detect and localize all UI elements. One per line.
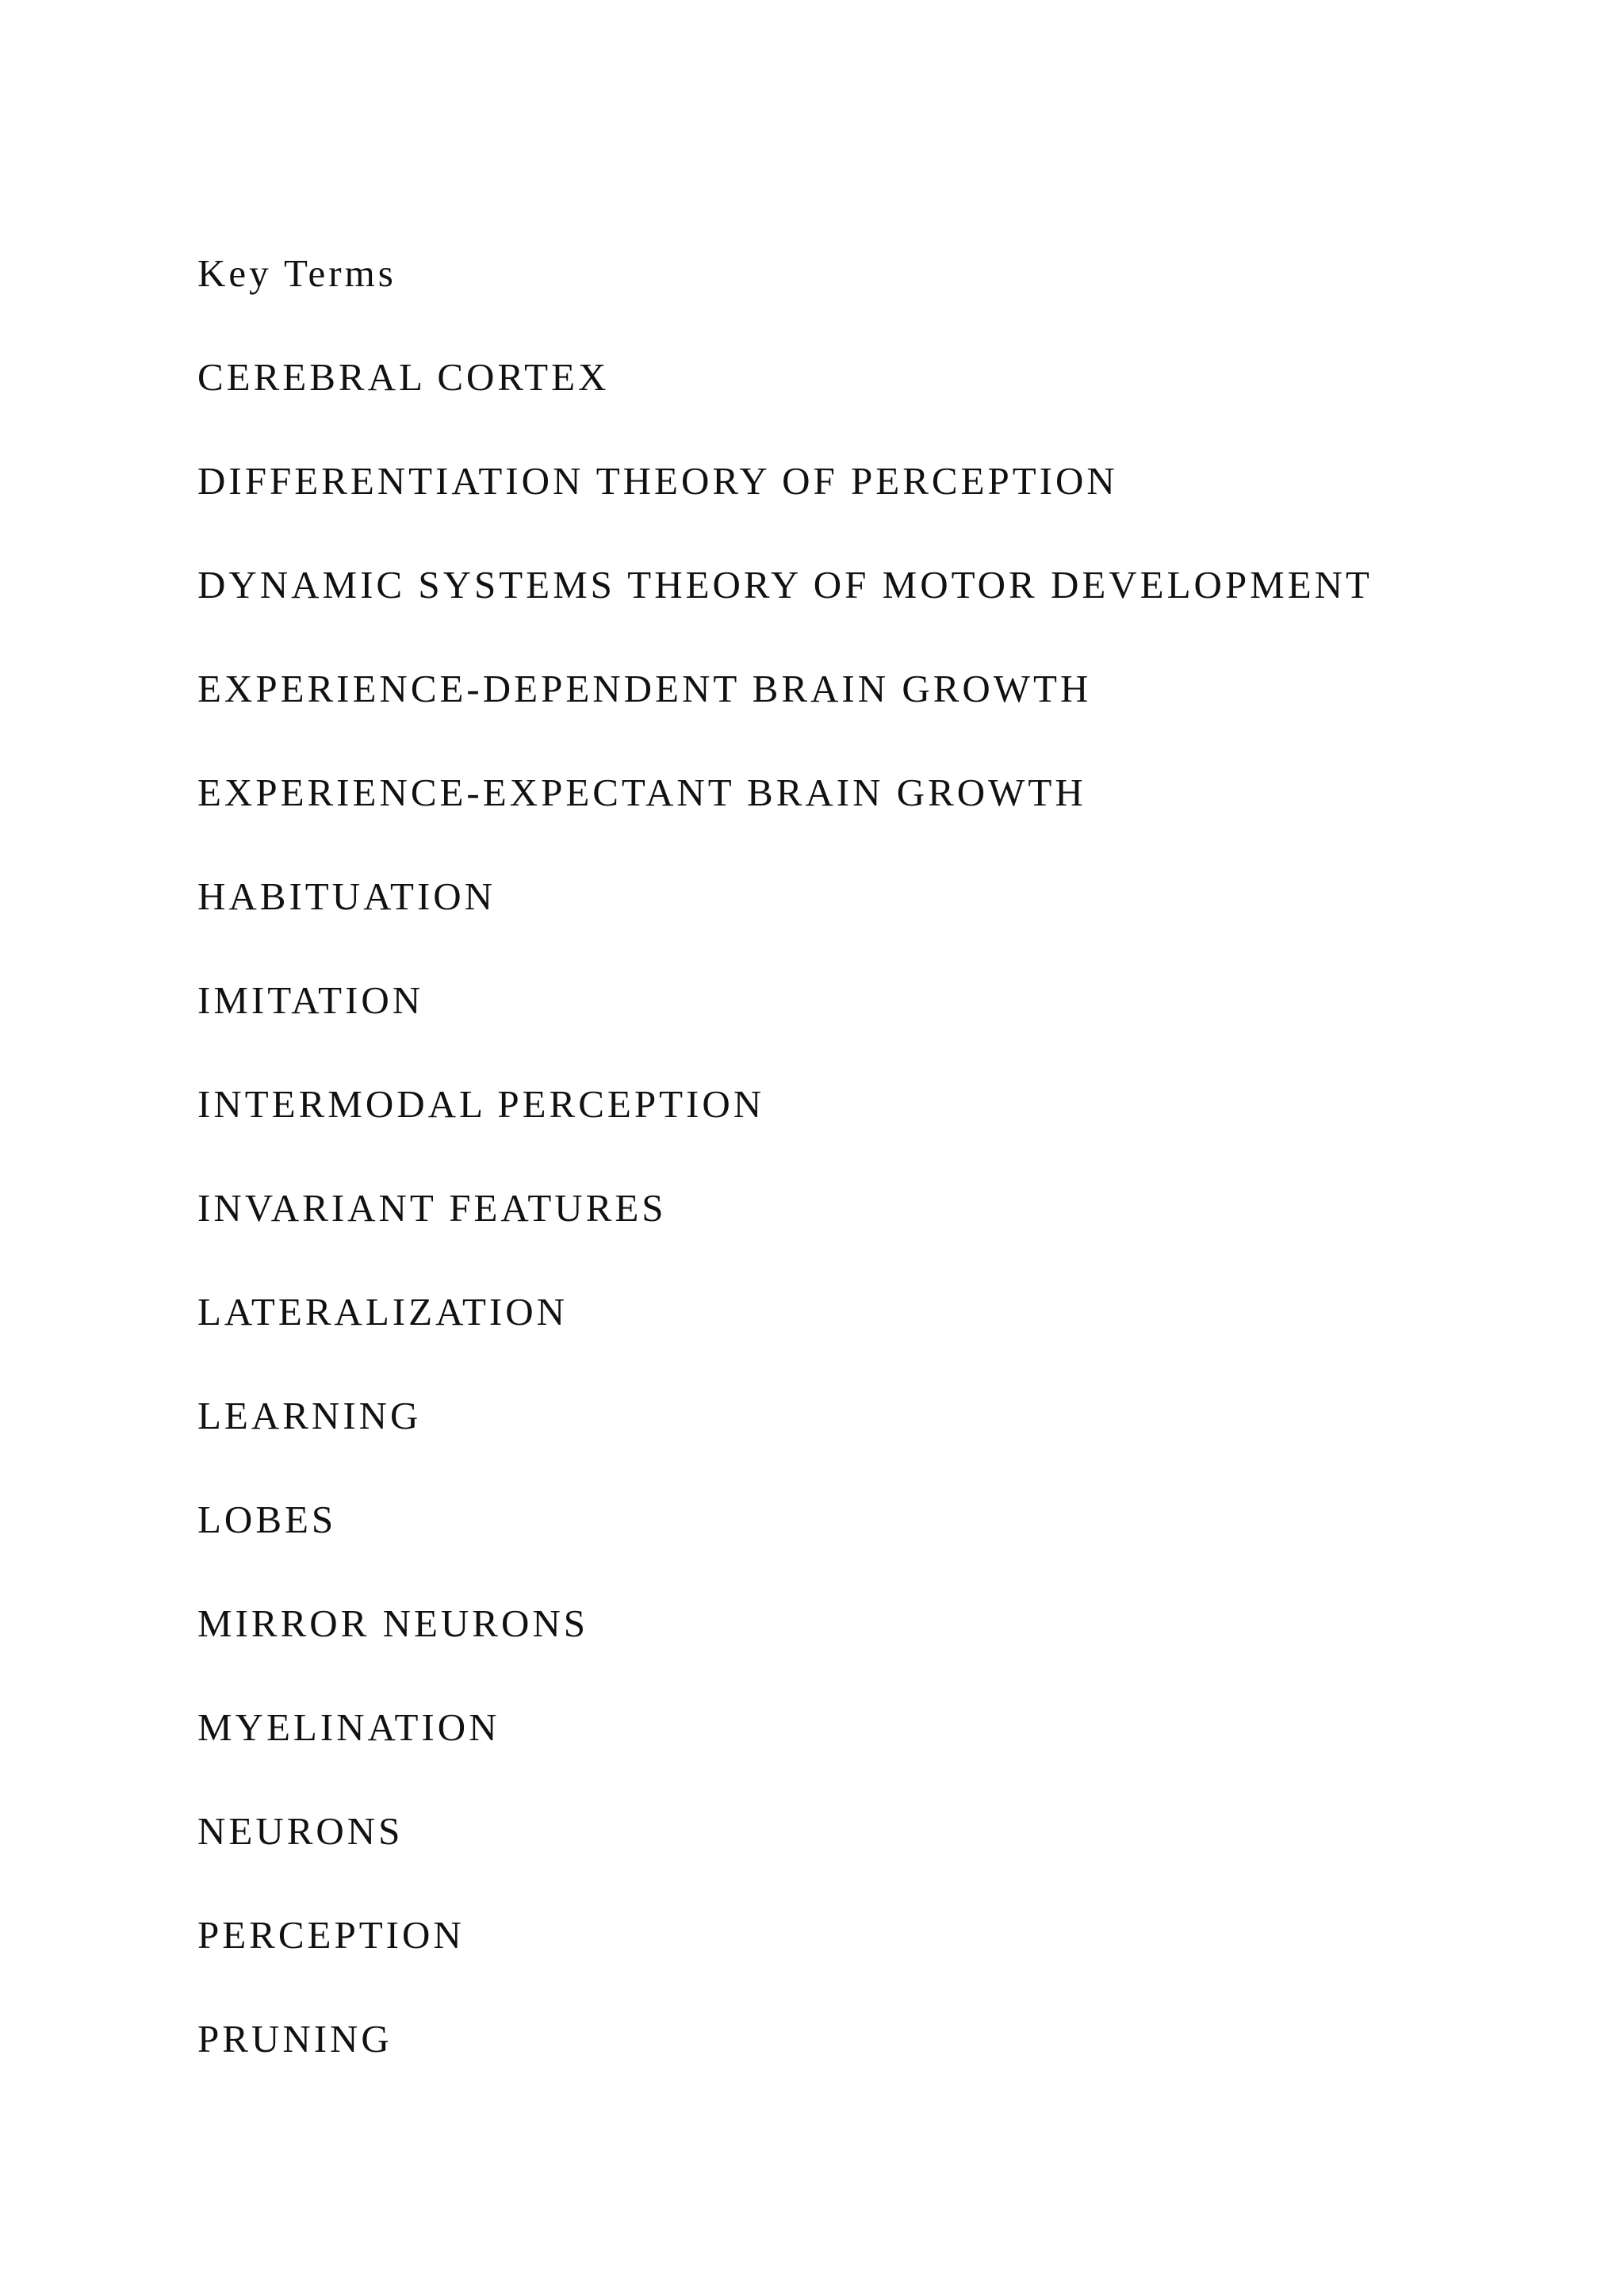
term-intermodal-perception: INTERMODAL PERCEPTION <box>197 1082 765 1126</box>
term-perception: PERCEPTION <box>197 1913 465 1957</box>
term-lateralization: LATERALIZATION <box>197 1290 568 1334</box>
term-lobes: LOBES <box>197 1498 337 1541</box>
term-myelination: MYELINATION <box>197 1705 500 1749</box>
key-terms-heading: Key Terms <box>197 251 396 295</box>
term-habituation: HABITUATION <box>197 874 496 918</box>
term-dynamic-systems-theory: DYNAMIC SYSTEMS THEORY OF MOTOR DEVELOPMENT <box>197 563 1373 607</box>
term-imitation: IMITATION <box>197 978 424 1022</box>
term-experience-dependent-brain-growth: EXPERIENCE-DEPENDENT BRAIN GROWTH <box>197 667 1092 710</box>
term-cerebral-cortex: CEREBRAL CORTEX <box>197 355 610 399</box>
term-learning: LEARNING <box>197 1394 422 1437</box>
term-pruning: PRUNING <box>197 2017 393 2061</box>
term-neurons: NEURONS <box>197 1809 404 1853</box>
term-invariant-features: INVARIANT FEATURES <box>197 1186 667 1230</box>
term-mirror-neurons: MIRROR NEURONS <box>197 1601 588 1645</box>
term-experience-expectant-brain-growth: EXPERIENCE-EXPECTANT BRAIN GROWTH <box>197 771 1086 814</box>
term-differentiation-theory-of-perception: DIFFERENTIATION THEORY OF PERCEPTION <box>197 459 1118 503</box>
